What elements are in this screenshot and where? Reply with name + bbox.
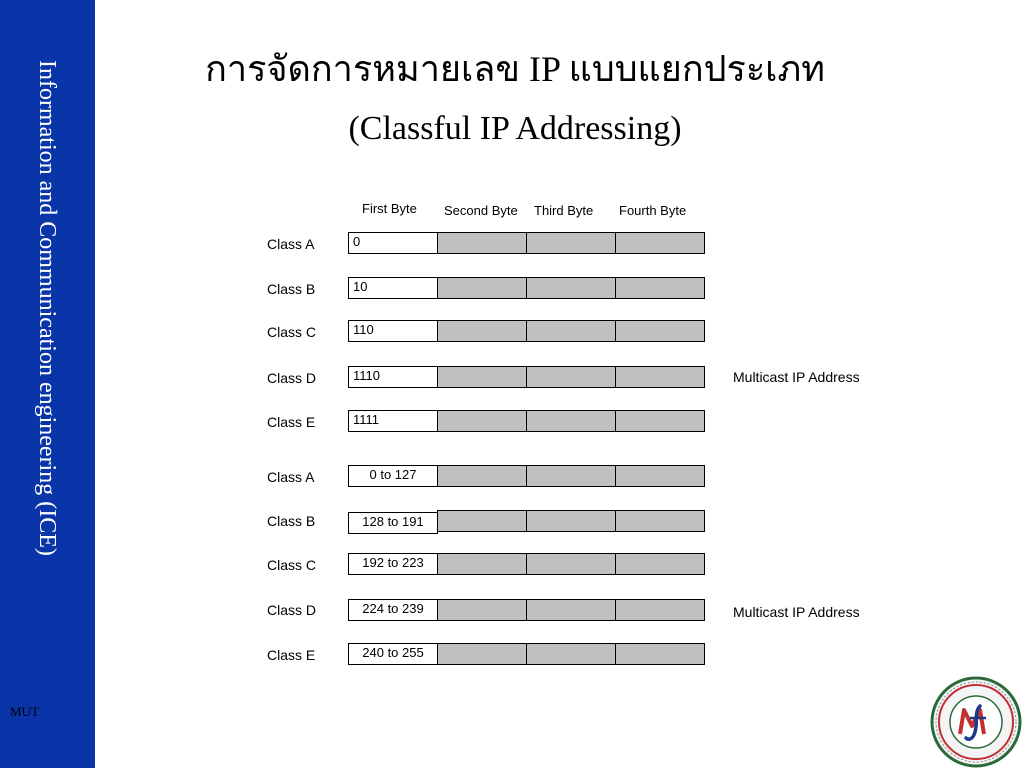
fourth-byte-cell (615, 465, 705, 487)
header-first-byte: First Byte (362, 201, 417, 216)
range-row-class-d (348, 599, 705, 621)
fourth-byte-cell (615, 510, 705, 532)
header-second-byte: Second Byte (444, 203, 518, 218)
third-byte-cell (526, 320, 616, 342)
first-byte-range-cell: 0 to 127 (348, 465, 438, 487)
first-byte-cell: 10 (348, 277, 438, 299)
third-byte-cell (526, 277, 616, 299)
sidebar-vertical-title: Information and Communication engineering (ICE) (34, 60, 60, 556)
fourth-byte-cell (615, 320, 705, 342)
third-byte-cell (526, 366, 616, 388)
class-d-label: Class D (267, 370, 317, 386)
third-byte-cell (526, 465, 616, 487)
class-b-range-label: Class B (267, 513, 316, 529)
third-byte-cell (526, 553, 616, 575)
page-title-thai: การจัดการหมายเลข IP แบบแยกประเภท (205, 49, 825, 89)
range-row-class-c (348, 553, 705, 575)
fourth-byte-cell (615, 410, 705, 432)
second-byte-cell (437, 599, 527, 621)
second-byte-cell (437, 510, 527, 532)
first-byte-range-cell: 240 to 255 (348, 643, 438, 665)
second-byte-cell (437, 232, 527, 254)
second-byte-cell (437, 366, 527, 388)
second-byte-cell (437, 320, 527, 342)
first-byte-range-cell: 128 to 191 (348, 512, 438, 534)
range-row-class-a (348, 465, 705, 487)
class-b-label: Class B (267, 281, 316, 297)
third-byte-cell (526, 232, 616, 254)
second-byte-cell (437, 643, 527, 665)
fourth-byte-cell (615, 599, 705, 621)
multicast-note-range: Multicast IP Address (733, 604, 860, 620)
range-row-class-b (348, 510, 705, 532)
first-byte-cell: 110 (348, 320, 438, 342)
third-byte-cell (526, 599, 616, 621)
bit-row-class-a (348, 232, 705, 254)
fourth-byte-cell (615, 643, 705, 665)
class-a-range-label: Class A (267, 469, 315, 485)
footer-mut: MUT (10, 704, 39, 719)
bit-row-class-c (348, 320, 705, 342)
third-byte-cell (526, 410, 616, 432)
first-byte-cell: 1111 (348, 410, 438, 432)
university-seal-icon (930, 676, 1022, 768)
class-c-range-label: Class C (267, 557, 317, 573)
range-row-class-e (348, 643, 705, 665)
first-byte-cell: 0 (348, 232, 438, 254)
multicast-note-bits: Multicast IP Address (733, 369, 860, 385)
bit-row-class-d (348, 366, 705, 388)
sidebar (0, 0, 95, 768)
class-e-label: Class E (267, 414, 316, 430)
fourth-byte-cell (615, 553, 705, 575)
third-byte-cell (526, 643, 616, 665)
page-title-english: (Classful IP Addressing) (348, 110, 682, 147)
second-byte-cell (437, 410, 527, 432)
fourth-byte-cell (615, 232, 705, 254)
first-byte-range-cell: 224 to 239 (348, 599, 438, 621)
class-c-label: Class C (267, 324, 317, 340)
header-third-byte: Third Byte (534, 203, 594, 218)
bit-row-class-b (348, 277, 705, 299)
second-byte-cell (437, 277, 527, 299)
second-byte-cell (437, 553, 527, 575)
header-fourth-byte: Fourth Byte (619, 203, 687, 218)
second-byte-cell (437, 465, 527, 487)
first-byte-range-cell: 192 to 223 (348, 553, 438, 575)
third-byte-cell (526, 510, 616, 532)
class-a-label: Class A (267, 236, 315, 252)
fourth-byte-cell (615, 277, 705, 299)
fourth-byte-cell (615, 366, 705, 388)
first-byte-cell: 1110 (348, 366, 438, 388)
class-e-range-label: Class E (267, 647, 316, 663)
bit-row-class-e (348, 410, 705, 432)
class-d-range-label: Class D (267, 602, 317, 618)
